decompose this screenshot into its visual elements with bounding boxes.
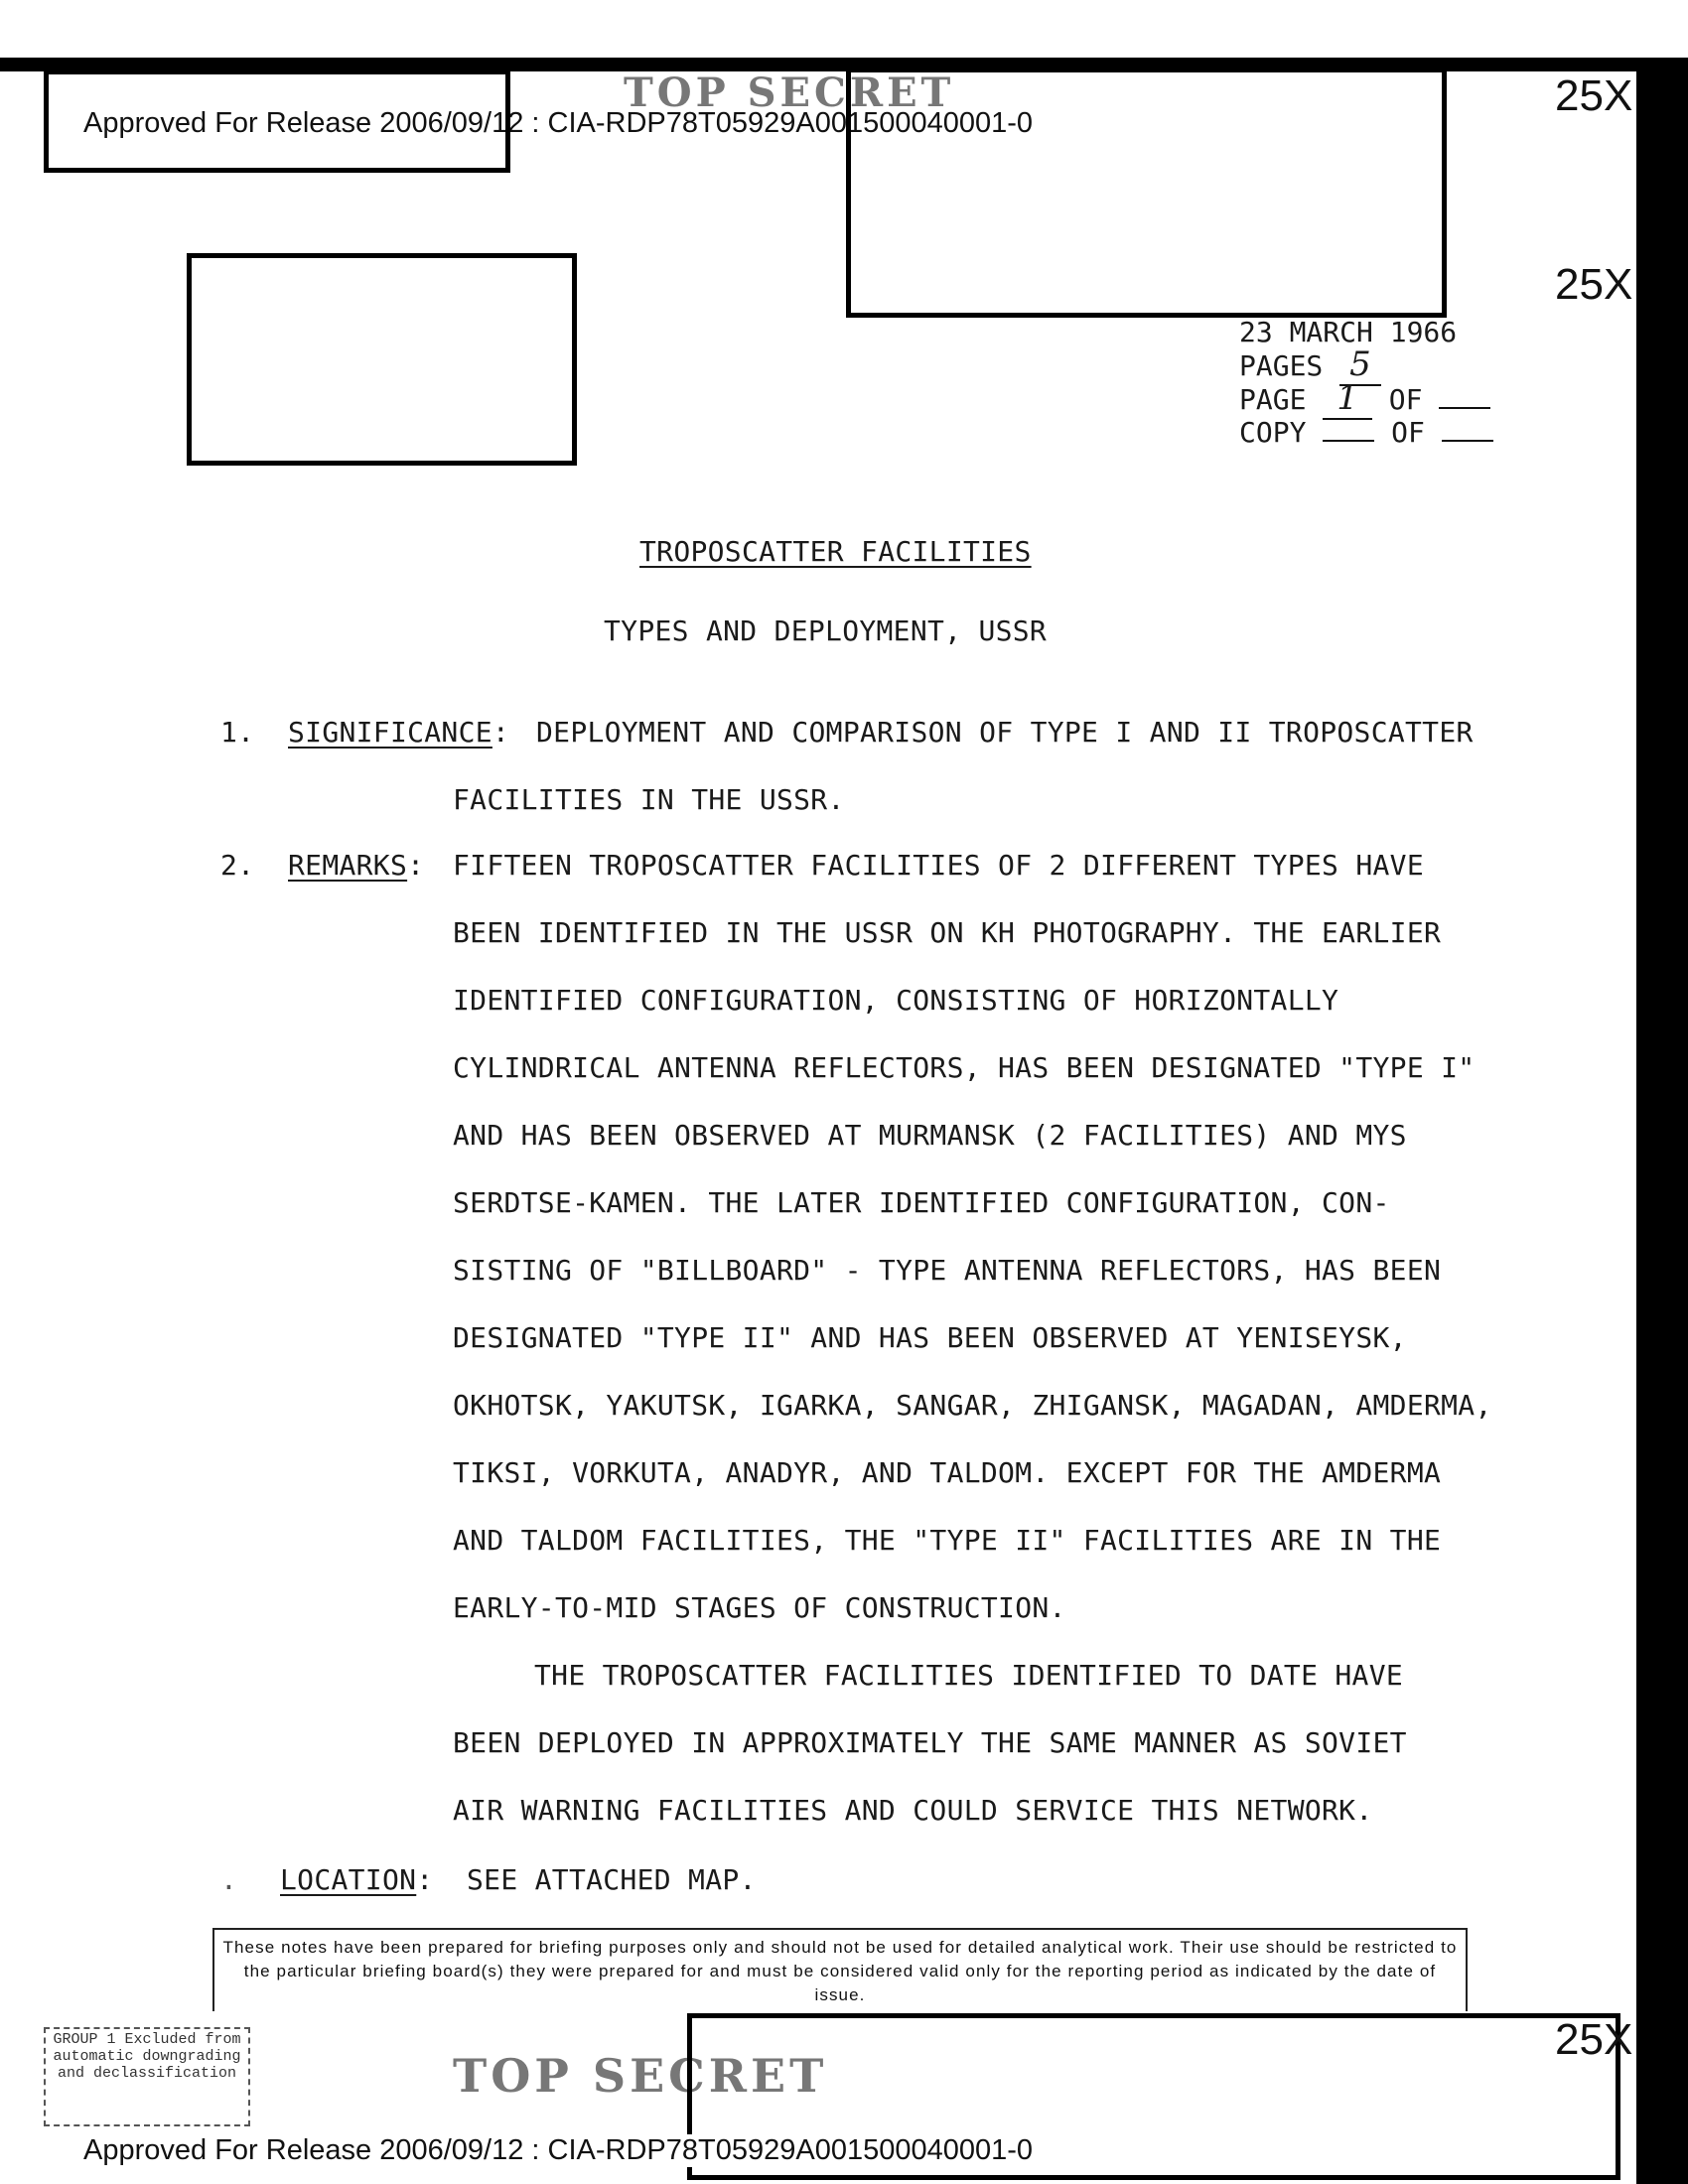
document-date: 23 MARCH 1966 <box>1239 316 1458 348</box>
section-2-para2-line: THE TROPOSCATTER FACILITIES IDENTIFIED TO DATE HAVE <box>534 1659 1404 1692</box>
section-2-line: CYLINDRICAL ANTENNA REFLECTORS, HAS BEEN DESIGNATED "TYPE I" <box>453 1051 1476 1084</box>
top-secret-stamp-footer: TOP SECRET <box>453 2049 828 2103</box>
section-2-line: SERDTSE-KAMEN. THE LATER IDENTIFIED CONFIGURATION, CON- <box>453 1186 1390 1219</box>
section-1-number: 1. <box>220 716 255 749</box>
pages-label: PAGES <box>1239 349 1324 382</box>
section-1-line-1: DEPLOYMENT AND COMPARISON OF TYPE I AND II TROPOSCATTER <box>536 716 1474 749</box>
section-1-heading: SIGNIFICANCE <box>288 716 492 749</box>
document-meta <box>1239 316 1493 449</box>
pages-value: 5 <box>1339 344 1381 386</box>
section-2-line: TIKSI, VORKUTA, ANADYR, AND TALDOM. EXCEPT FOR THE AMDERMA <box>453 1456 1442 1489</box>
release-line-footer: Approved For Release 2006/09/12 : CIA-RDP78T05929A001500040001-0 <box>83 2134 1034 2166</box>
copy-line <box>1239 416 1493 449</box>
section-3-text: SEE ATTACHED MAP. <box>467 1863 757 1896</box>
section-2-line: SISTING OF "BILLBOARD" - TYPE ANTENNA REFLECTORS, HAS BEEN <box>453 1254 1442 1287</box>
copy-label: COPY <box>1239 416 1307 449</box>
section-2-line: BEEN IDENTIFIED IN THE USSR ON KH PHOTOGRAPHY. THE EARLIER <box>453 916 1442 949</box>
copy-blank <box>1323 420 1374 442</box>
section-1-colon: : <box>492 716 510 749</box>
section-2-colon: : <box>407 849 425 882</box>
section-2-line: AND HAS BEEN OBSERVED AT MURMANSK (2 FACILITIES) AND MYS <box>453 1119 1407 1152</box>
redaction-box-header-left <box>44 69 510 173</box>
top-secret-stamp-header: TOP SECRET <box>624 69 955 116</box>
declass-mark-25x-b: 25X <box>1555 260 1633 309</box>
declass-mark-25x-c: 25X <box>1555 2015 1633 2064</box>
declass-mark-25x-a: 25X <box>1555 71 1633 120</box>
section-2-body <box>453 832 1492 1844</box>
pages-line <box>1239 344 1493 384</box>
section-2-line: AND TALDOM FACILITIES, THE "TYPE II" FACILITIES ARE IN THE <box>453 1524 1442 1557</box>
redaction-box-header-right <box>846 68 1447 318</box>
page-value: 1 <box>1323 378 1372 420</box>
section-2-heading: REMARKS <box>288 849 408 882</box>
briefing-notice <box>212 1928 1468 2011</box>
copy-of-label: OF <box>1391 416 1425 449</box>
page-of-blank <box>1439 387 1490 409</box>
section-2-para2-line: BEEN DEPLOYED IN APPROXIMATELY THE SAME MANNER AS SOVIET <box>453 1726 1407 1759</box>
section-2-number: 2. <box>220 849 255 882</box>
release-line-header: Approved For Release 2006/09/12 : CIA-RDP78T05929A001500040001-0 <box>83 107 1034 139</box>
page-of-label: OF <box>1388 383 1423 416</box>
section-2-para2-line: AIR WARNING FACILITIES AND COULD SERVICE THIS NETWORK. <box>453 1794 1373 1827</box>
section-2-heading-wrap <box>288 832 424 899</box>
section-2-line: DESIGNATED "TYPE II" AND HAS BEEN OBSERVED AT YENISEYSK, <box>453 1321 1407 1354</box>
section-3-heading: LOCATION <box>280 1863 417 1896</box>
redaction-box-letterhead <box>187 253 577 466</box>
copy-of-blank <box>1442 420 1493 442</box>
briefing-notice-text: These notes have been prepared for briefing purposes only and should not be used for detailed analytical work. Their use should be restricted to the particular briefing board(s) they were prepared for and must be considered valid only for the reporting period as indicated by the date of issue. <box>222 1938 1458 2004</box>
section-2-line: FIFTEEN TROPOSCATTER FACILITIES OF 2 DIFFERENT TYPES HAVE <box>453 849 1424 882</box>
scan-border-right <box>1636 58 1688 2184</box>
section-2-line: EARLY-TO-MID STAGES OF CONSTRUCTION. <box>453 1591 1066 1624</box>
section-3-colon: : <box>416 1863 434 1896</box>
group-1-stamp: GROUP 1 Excluded from automatic downgrading and declassification <box>44 2027 250 2126</box>
section-1-line-2: FACILITIES IN THE USSR. <box>453 783 845 816</box>
section-1-heading-wrap <box>288 699 509 766</box>
page-line <box>1239 378 1493 418</box>
section-3-heading-wrap <box>280 1846 433 1914</box>
section-3-number: . <box>220 1863 238 1896</box>
document-title: TROPOSCATTER FACILITIES <box>639 535 1032 568</box>
page-label: PAGE <box>1239 383 1307 416</box>
document-subtitle: TYPES AND DEPLOYMENT, USSR <box>604 614 1048 647</box>
section-2-line: IDENTIFIED CONFIGURATION, CONSISTING OF HORIZONTALLY <box>453 984 1339 1017</box>
section-2-line: OKHOTSK, YAKUTSK, IGARKA, SANGAR, ZHIGANSK, MAGADAN, AMDERMA, <box>453 1389 1492 1422</box>
